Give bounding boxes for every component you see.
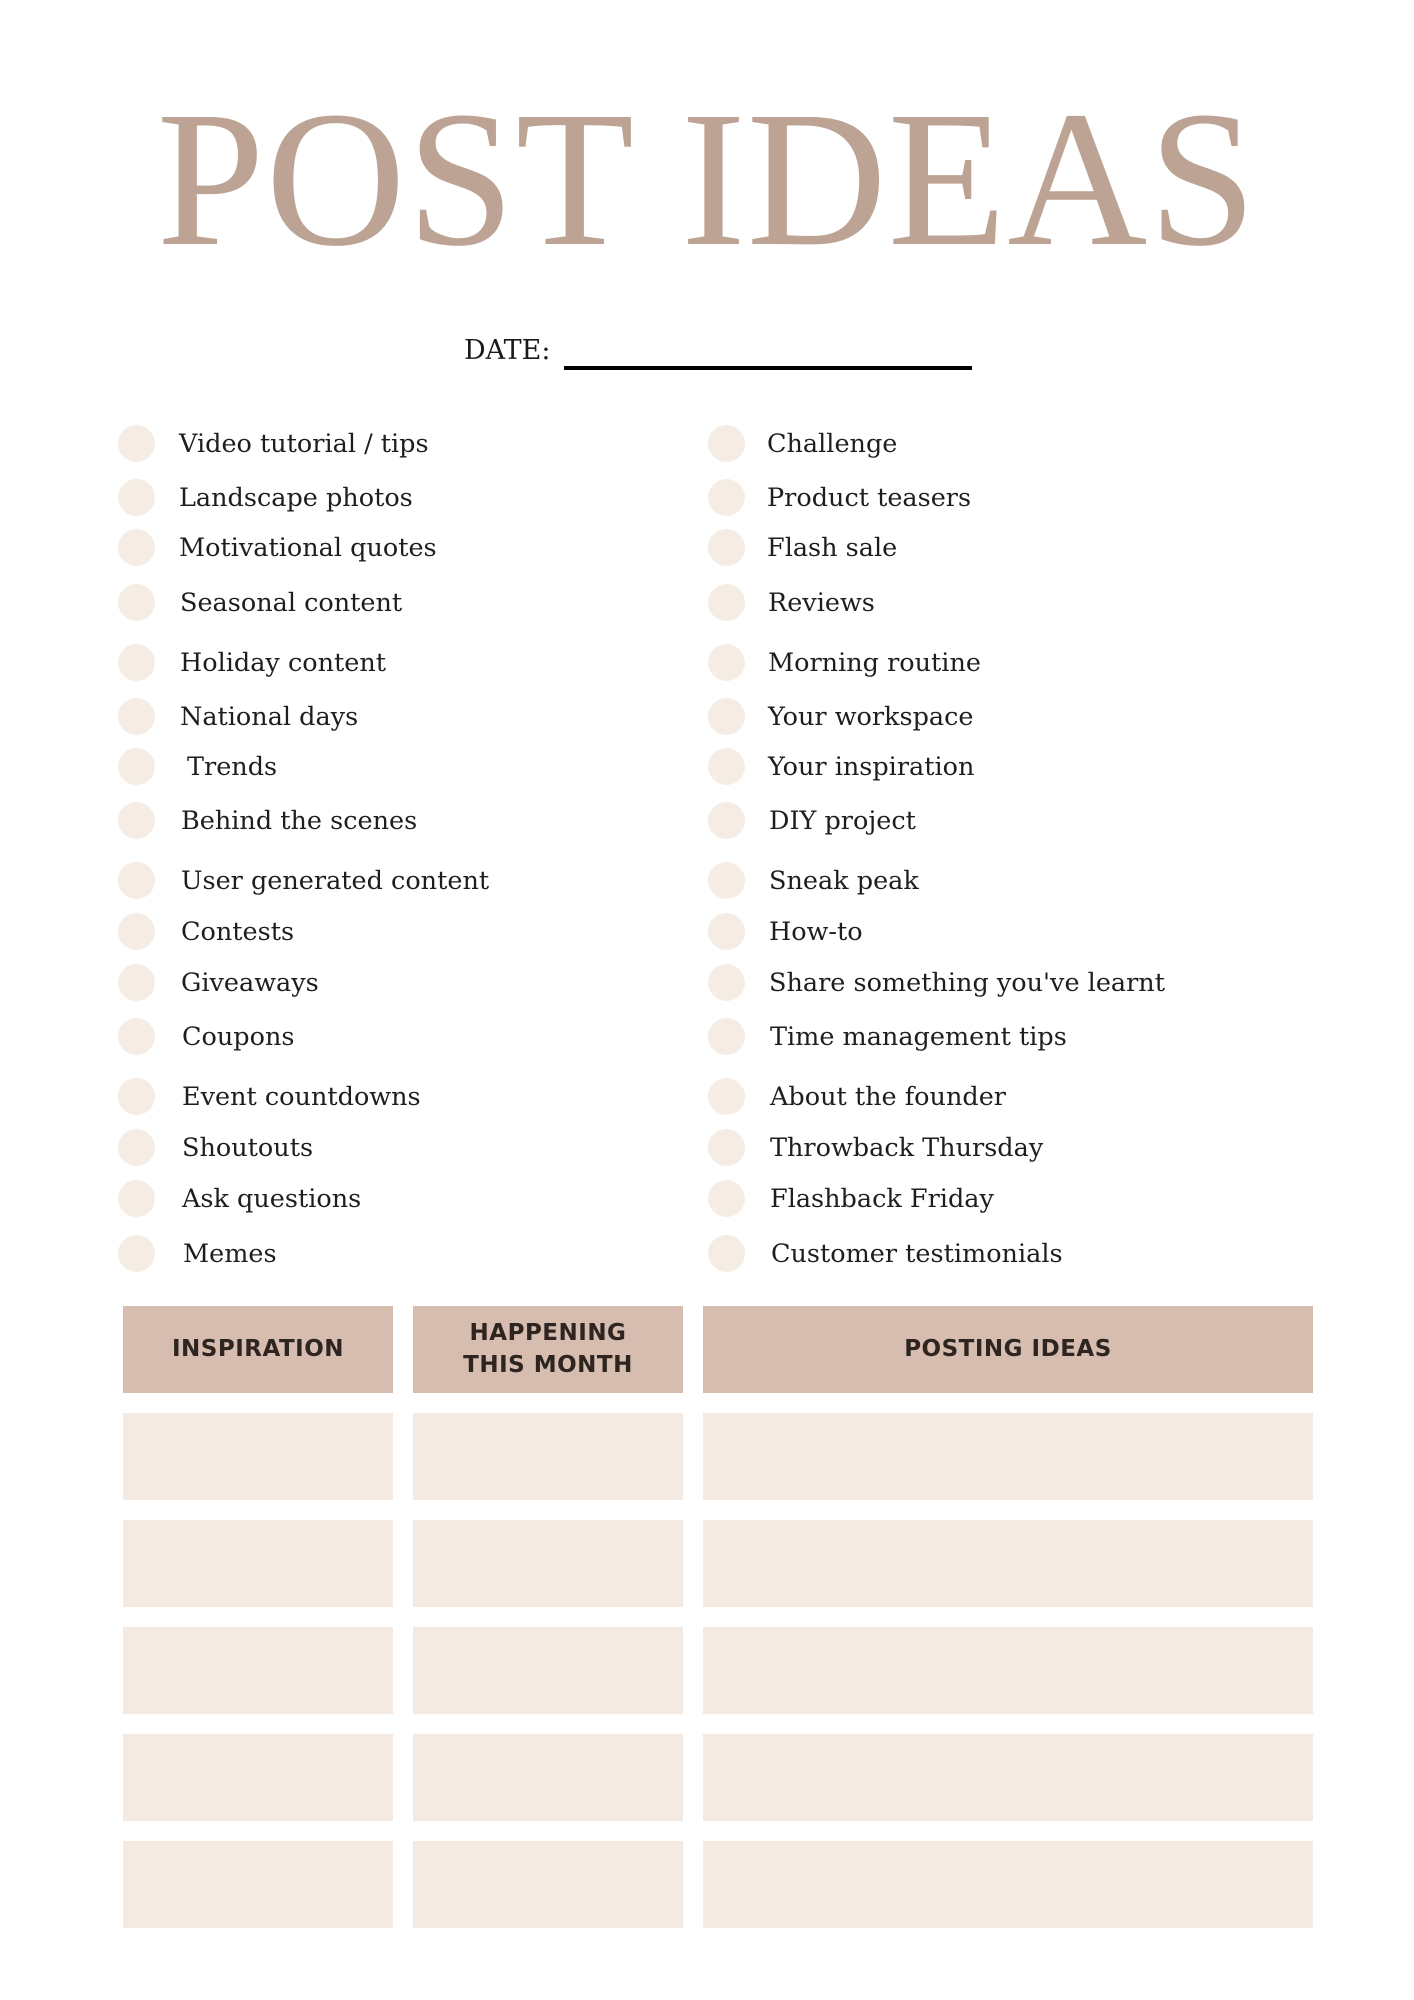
idea-label: Flash sale	[767, 533, 898, 563]
checkbox[interactable]	[708, 1018, 745, 1055]
idea-label: Video tutorial / tips	[179, 429, 429, 459]
idea-label: Challenge	[767, 429, 898, 459]
checkbox[interactable]	[118, 644, 155, 681]
checkbox[interactable]	[708, 584, 745, 621]
checkbox[interactable]	[118, 913, 155, 950]
idea-label: Your inspiration	[768, 752, 975, 782]
idea-label: Giveaways	[181, 968, 319, 998]
idea-label: Your workspace	[768, 702, 974, 732]
idea-label: Time management tips	[770, 1022, 1067, 1052]
checkbox[interactable]	[118, 802, 155, 839]
idea-label: Ask questions	[182, 1184, 362, 1214]
checkbox[interactable]	[118, 479, 155, 516]
idea-label: Coupons	[182, 1022, 295, 1052]
date-row	[464, 318, 972, 364]
idea-label: Customer testimonials	[771, 1239, 1063, 1269]
checkbox[interactable]	[708, 479, 745, 516]
idea-label: DIY project	[769, 806, 916, 836]
checkbox[interactable]	[708, 1180, 745, 1217]
checkbox[interactable]	[708, 802, 745, 839]
idea-label: User generated content	[181, 866, 490, 896]
checkbox[interactable]	[708, 529, 745, 566]
cell-happening-this-month[interactable]	[413, 1841, 683, 1928]
date-input-line[interactable]	[564, 366, 972, 370]
cell-posting-ideas[interactable]	[703, 1413, 1313, 1500]
idea-label: Product teasers	[767, 483, 972, 513]
checkbox[interactable]	[708, 1078, 745, 1115]
cell-inspiration[interactable]	[123, 1841, 393, 1928]
cell-posting-ideas[interactable]	[703, 1734, 1313, 1821]
idea-label: Landscape photos	[179, 483, 413, 513]
checkbox[interactable]	[118, 698, 155, 735]
date-label: DATE:	[464, 335, 551, 366]
cell-happening-this-month[interactable]	[413, 1734, 683, 1821]
idea-label: Sneak peak	[769, 866, 919, 896]
checkbox[interactable]	[118, 529, 155, 566]
checkbox[interactable]	[708, 964, 745, 1001]
checkbox[interactable]	[708, 644, 745, 681]
checkbox[interactable]	[708, 1235, 745, 1272]
idea-label: Memes	[183, 1239, 277, 1269]
cell-posting-ideas[interactable]	[703, 1627, 1313, 1714]
checkbox[interactable]	[118, 964, 155, 1001]
checkbox[interactable]	[118, 425, 155, 462]
cell-posting-ideas[interactable]	[703, 1520, 1313, 1607]
checkbox[interactable]	[118, 748, 155, 785]
idea-label: Behind the scenes	[181, 806, 418, 836]
checkbox[interactable]	[118, 1129, 155, 1166]
checkbox[interactable]	[118, 1235, 155, 1272]
idea-label: Throwback Thursday	[770, 1133, 1044, 1163]
idea-label: Flashback Friday	[770, 1184, 994, 1214]
idea-label: Holiday content	[180, 648, 387, 678]
cell-inspiration[interactable]	[123, 1627, 393, 1714]
idea-label: Share something you've learnt	[769, 968, 1165, 998]
checkbox[interactable]	[118, 1180, 155, 1217]
idea-label: Morning routine	[768, 648, 981, 678]
idea-label: Seasonal content	[180, 588, 403, 618]
idea-label: National days	[180, 702, 359, 732]
idea-label: How-to	[769, 917, 863, 947]
checkbox[interactable]	[118, 862, 155, 899]
header-inspiration: INSPIRATION	[123, 1306, 393, 1393]
cell-inspiration[interactable]	[123, 1734, 393, 1821]
idea-label: Event countdowns	[182, 1082, 421, 1112]
idea-label: Trends	[187, 752, 278, 782]
cell-happening-this-month[interactable]	[413, 1520, 683, 1607]
checkbox[interactable]	[708, 913, 745, 950]
header-happening-this-month: HAPPENING THIS MONTH	[413, 1306, 683, 1393]
cell-inspiration[interactable]	[123, 1520, 393, 1607]
checkbox[interactable]	[708, 698, 745, 735]
idea-label: Shoutouts	[182, 1133, 314, 1163]
idea-label: Motivational quotes	[179, 533, 437, 563]
page-title: POST IDEAS	[156, 71, 1258, 286]
idea-label: Reviews	[768, 588, 875, 618]
idea-label: Contests	[181, 917, 295, 947]
cell-inspiration[interactable]	[123, 1413, 393, 1500]
checkbox[interactable]	[118, 584, 155, 621]
checkbox[interactable]	[708, 862, 745, 899]
cell-happening-this-month[interactable]	[413, 1627, 683, 1714]
checkbox[interactable]	[708, 748, 745, 785]
checkbox[interactable]	[118, 1078, 155, 1115]
cell-posting-ideas[interactable]	[703, 1841, 1313, 1928]
checkbox[interactable]	[708, 1129, 745, 1166]
checkbox[interactable]	[118, 1018, 155, 1055]
idea-label: About the founder	[770, 1082, 1006, 1112]
checkbox[interactable]	[708, 425, 745, 462]
cell-happening-this-month[interactable]	[413, 1413, 683, 1500]
header-posting-ideas: POSTING IDEAS	[703, 1306, 1313, 1393]
